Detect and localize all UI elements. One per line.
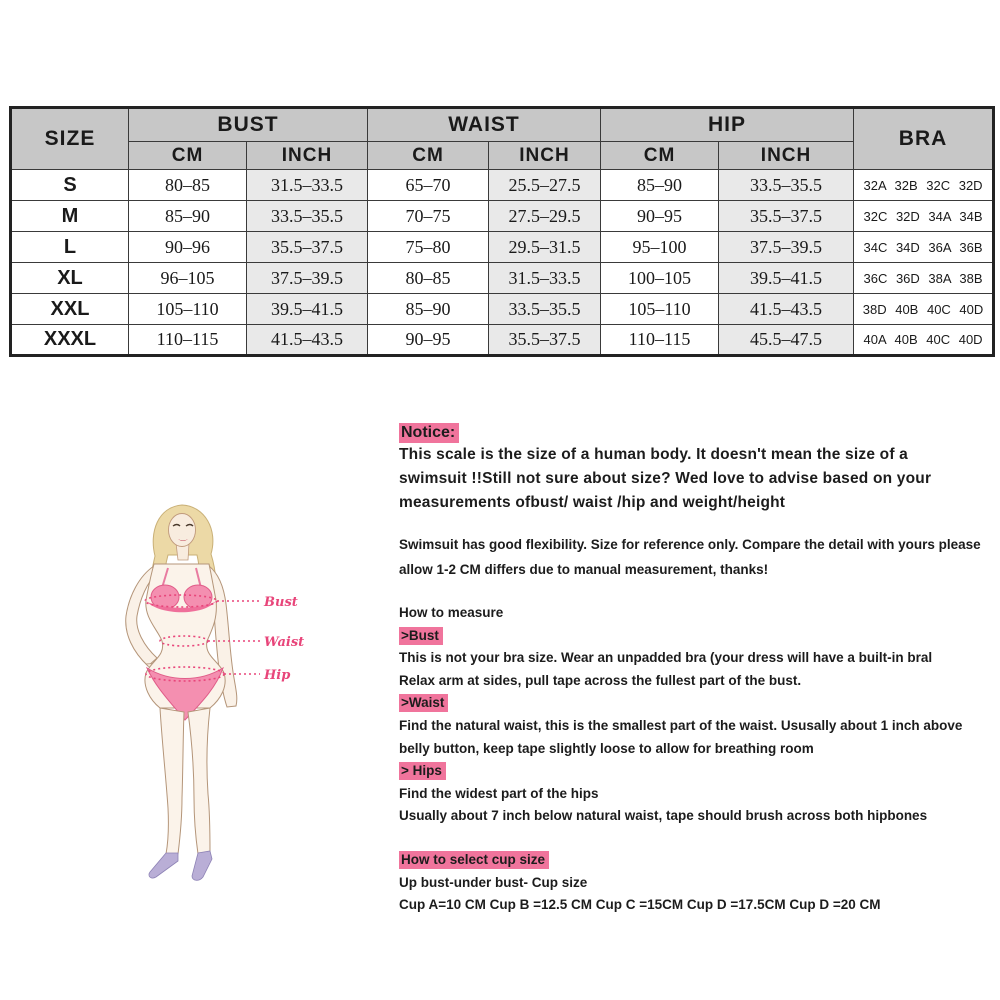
notice-line: This scale is the size of a human body. It doesn't mean the size of a: [399, 446, 909, 463]
table-row-xl: [11, 263, 994, 294]
header-size: SIZE: [11, 108, 129, 170]
cell-hip-cm: 100–105: [601, 263, 719, 294]
cell-hip-cm: 110–115: [601, 325, 719, 356]
notice-heading-text: Notice:: [399, 423, 459, 443]
cell-bust-cm: 90–96: [129, 232, 247, 263]
cell-hip-inch: 41.5–43.5: [719, 294, 854, 325]
cell-bust-cm: 105–110: [129, 294, 247, 325]
notice-line: swimsuit !!Still not sure about size? Wed love to advise based on your: [399, 470, 932, 487]
how-to-measure-heading: How to measure: [399, 605, 504, 620]
hip-label: Hip: [264, 668, 291, 683]
table-row-xxl: [11, 294, 994, 325]
header-hip-cm: CM: [601, 142, 719, 170]
head: [169, 514, 196, 547]
cell-bust-inch: 35.5–37.5: [247, 232, 368, 263]
notes-section: [399, 423, 999, 917]
cell-hip-inch: 45.5–47.5: [719, 325, 854, 356]
cell-hip-cm: 85–90: [601, 170, 719, 201]
measurement-figure: [88, 498, 308, 898]
size-chart-section: [9, 106, 992, 357]
cell-waist-inch: 35.5–37.5: [489, 325, 601, 356]
header-waist-cm: CM: [368, 142, 489, 170]
cup-size-heading: How to select cup size: [399, 849, 999, 872]
hips-section-heading: > Hips: [399, 760, 999, 783]
cell-waist-cm: 75–80: [368, 232, 489, 263]
cell-waist-cm: 80–85: [368, 263, 489, 294]
cell-bra: 34C 34D 36A 36B: [854, 232, 994, 263]
cell-bust-inch: 41.5–43.5: [247, 325, 368, 356]
cell-waist-inch: 25.5–27.5: [489, 170, 601, 201]
cell-waist-inch: 31.5–33.5: [489, 263, 601, 294]
waist-instruction-line: Find the natural waist, this is the smallest part of the waist. Ususally about 1 inch above: [399, 717, 963, 733]
cell-bust-cm: 110–115: [129, 325, 247, 356]
cell-bust-inch: 39.5–41.5: [247, 294, 368, 325]
hips-instruction-line: Find the widest part of the hips: [399, 785, 599, 801]
cup-size-line: Cup A=10 CM Cup B =12.5 CM Cup C =15CM Cup D =17.5CM Cup D =20 CM: [399, 897, 881, 913]
left-leg: [160, 708, 184, 854]
cup-size-line: Up bust-under bust- Cup size: [399, 874, 588, 890]
cell-bra: 40A 40B 40C 40D: [854, 325, 994, 356]
cell-waist-inch: 29.5–31.5: [489, 232, 601, 263]
cell-bra: 38D 40B 40C 40D: [854, 294, 994, 325]
cell-hip-cm: 90–95: [601, 201, 719, 232]
notice-line: measurements ofbust/ waist /hip and weight/height: [399, 494, 786, 511]
cell-hip-inch: 33.5–35.5: [719, 170, 854, 201]
cell-size: XXXL: [11, 325, 129, 356]
cell-hip-inch: 35.5–37.5: [719, 201, 854, 232]
cell-bra: 32C 32D 34A 34B: [854, 201, 994, 232]
cell-bra: 32A 32B 32C 32D: [854, 170, 994, 201]
bust-section-heading: >Bust: [399, 625, 999, 648]
header-bra: BRA: [854, 108, 994, 170]
bust-instruction-line: This is not your bra size. Wear an unpadded bra (your dress will have a built-in bral: [399, 650, 933, 666]
cell-bust-cm: 85–90: [129, 201, 247, 232]
cell-bust-inch: 33.5–35.5: [247, 201, 368, 232]
cell-bra: 36C 36D 38A 38B: [854, 263, 994, 294]
cell-bust-inch: 31.5–33.5: [247, 170, 368, 201]
header-bust: BUST: [129, 108, 368, 142]
table-row-xxxl: [11, 325, 994, 356]
right-shoe: [192, 851, 212, 880]
size-chart-table: [9, 106, 995, 357]
cell-waist-inch: 33.5–35.5: [489, 294, 601, 325]
cell-hip-inch: 39.5–41.5: [719, 263, 854, 294]
cell-hip-inch: 37.5–39.5: [719, 232, 854, 263]
cell-hip-cm: 95–100: [601, 232, 719, 263]
cell-waist-cm: 85–90: [368, 294, 489, 325]
cell-size: M: [11, 201, 129, 232]
cell-waist-inch: 27.5–29.5: [489, 201, 601, 232]
cell-waist-cm: 90–95: [368, 325, 489, 356]
header-bust-inch: INCH: [247, 142, 368, 170]
notice-heading: [399, 423, 999, 443]
waist-label: Waist: [264, 635, 305, 650]
bust-label: Bust: [264, 595, 298, 610]
cell-waist-cm: 70–75: [368, 201, 489, 232]
cell-size: S: [11, 170, 129, 201]
hips-instruction-line: Usually about 7 inch below natural waist, tape should brush across both hipbones: [399, 808, 928, 824]
header-hip-inch: INCH: [719, 142, 854, 170]
cell-bust-cm: 96–105: [129, 263, 247, 294]
table-row-l: [11, 232, 994, 263]
flexibility-line: Swimsuit has good flexibility. Size for reference only. Compare the detail with yours please: [399, 537, 981, 552]
woman-sketch-illustration: [88, 498, 308, 898]
cell-hip-cm: 105–110: [601, 294, 719, 325]
header-waist-inch: INCH: [489, 142, 601, 170]
header-hip: HIP: [601, 108, 854, 142]
header-bust-cm: CM: [129, 142, 247, 170]
header-waist: WAIST: [368, 108, 601, 142]
waist-section-heading: >Waist: [399, 692, 999, 715]
right-leg: [188, 708, 210, 854]
left-shoe: [149, 853, 178, 878]
cell-size: L: [11, 232, 129, 263]
cell-waist-cm: 65–70: [368, 170, 489, 201]
cell-size: XL: [11, 263, 129, 294]
bust-instruction-line: Relax arm at sides, pull tape across the fullest part of the bust.: [399, 672, 802, 688]
cell-bust-cm: 80–85: [129, 170, 247, 201]
cell-bust-inch: 37.5–39.5: [247, 263, 368, 294]
cell-size: XXL: [11, 294, 129, 325]
flexibility-line: allow 1-2 CM differs due to manual measurement, thanks!: [399, 562, 769, 577]
waist-instruction-line: belly button, keep tape slightly loose to allow for breathing room: [399, 740, 814, 756]
table-row-s: [11, 170, 994, 201]
table-row-m: [11, 201, 994, 232]
